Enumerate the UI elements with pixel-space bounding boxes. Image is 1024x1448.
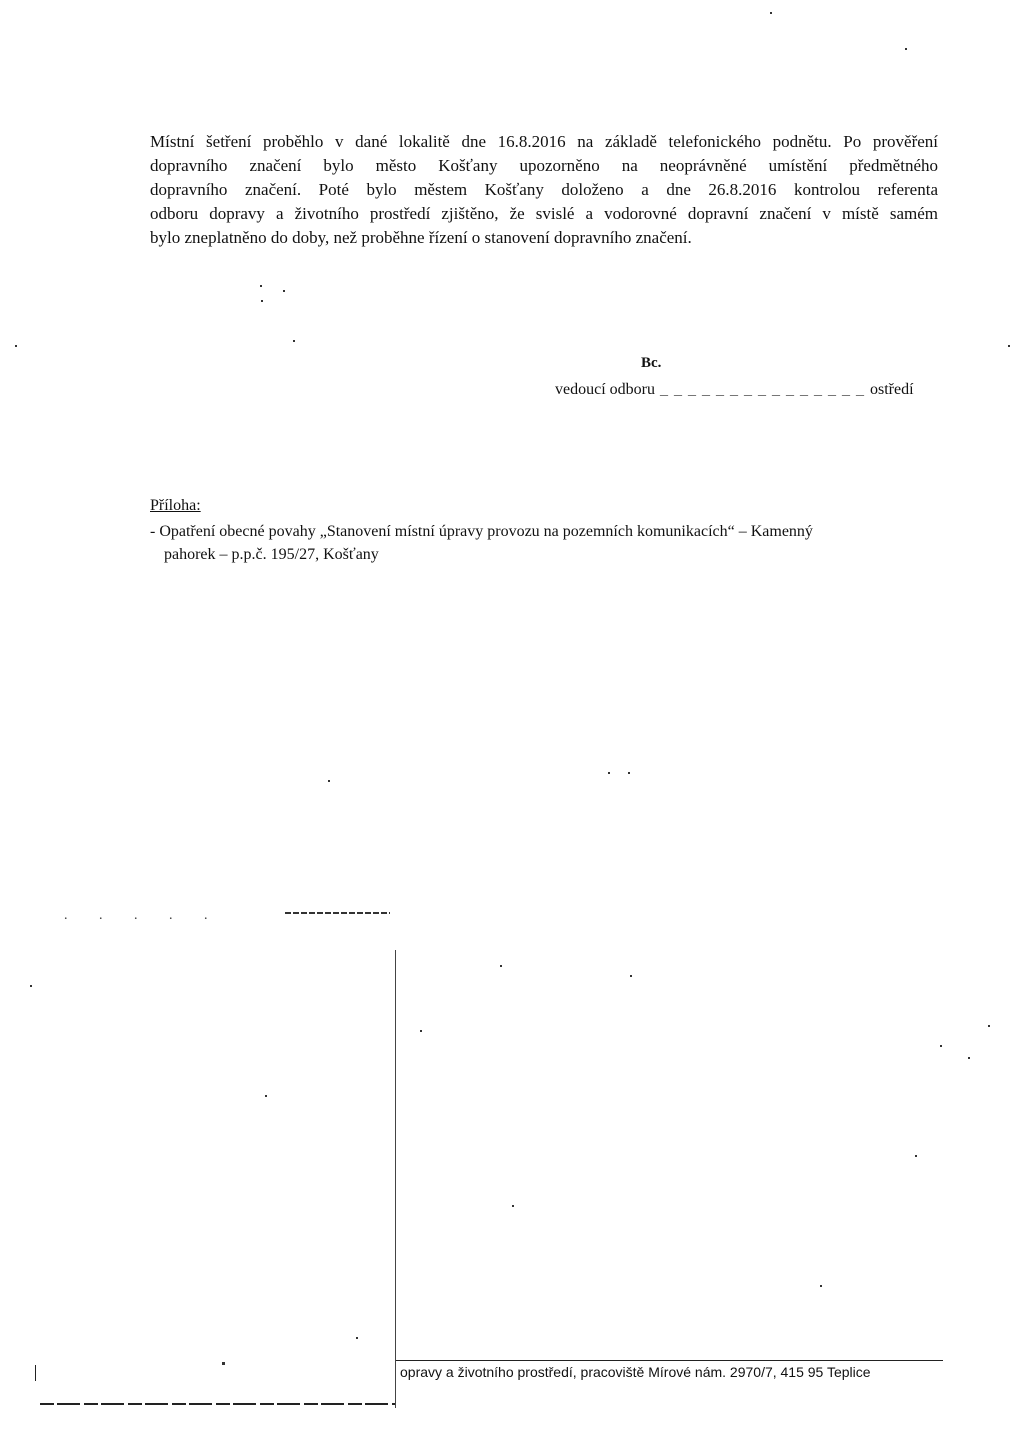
attachment-item bbox=[150, 520, 910, 566]
left-edge-mark bbox=[35, 1365, 36, 1381]
signature-role-start: vedoucí odboru bbox=[555, 381, 655, 398]
footer-bottom-rule bbox=[40, 1403, 395, 1405]
footer-vertical-rule bbox=[395, 950, 396, 1408]
body-line-4: odboru dopravy a životního prostředí zjištěno, že svislé a vodorovné dopravní značení v místě samém bbox=[150, 204, 938, 223]
footer-address: opravy a životního prostředí, pracoviště Mírové nám. 2970/7, 415 95 Teplice bbox=[400, 1364, 871, 1380]
signature-title: Bc. bbox=[641, 355, 662, 371]
body-line-3: dopravního značení. Poté bylo městem Košťany doloženo a dne 26.8.2016 kontrolou referenta bbox=[150, 180, 938, 199]
scan-dots: . . . . . bbox=[64, 908, 222, 923]
attachment-item-line-2: pahorek – p.p.č. 195/27, Košťany bbox=[164, 546, 379, 563]
body-line-5: bylo zneplatněno do doby, než proběhne řízení o stanovení dopravního značení. bbox=[150, 228, 692, 247]
attachment-item-line-1: - Opatření obecné povahy „Stanovení místní úpravy provozu na pozemních komunikacích“ – Kamenný bbox=[150, 523, 813, 540]
body-line-1: Místní šetření proběhlo v dané lokalitě dne 16.8.2016 na základě telefonického podnětu. Po prověření bbox=[150, 132, 938, 151]
signature-redaction: _ _ _ _ _ _ _ _ _ _ _ _ _ _ _ bbox=[654, 381, 870, 398]
dashed-line bbox=[285, 912, 390, 914]
attachment-label: Příloha: bbox=[150, 497, 201, 514]
signature-role-end: ostředí bbox=[869, 381, 914, 398]
signature-role bbox=[555, 381, 914, 399]
footer-top-rule bbox=[396, 1360, 943, 1361]
body-paragraph bbox=[150, 130, 938, 250]
body-line-2: dopravního značení bylo město Košťany upozorněno na neoprávněné umístění předmětného bbox=[150, 156, 938, 175]
